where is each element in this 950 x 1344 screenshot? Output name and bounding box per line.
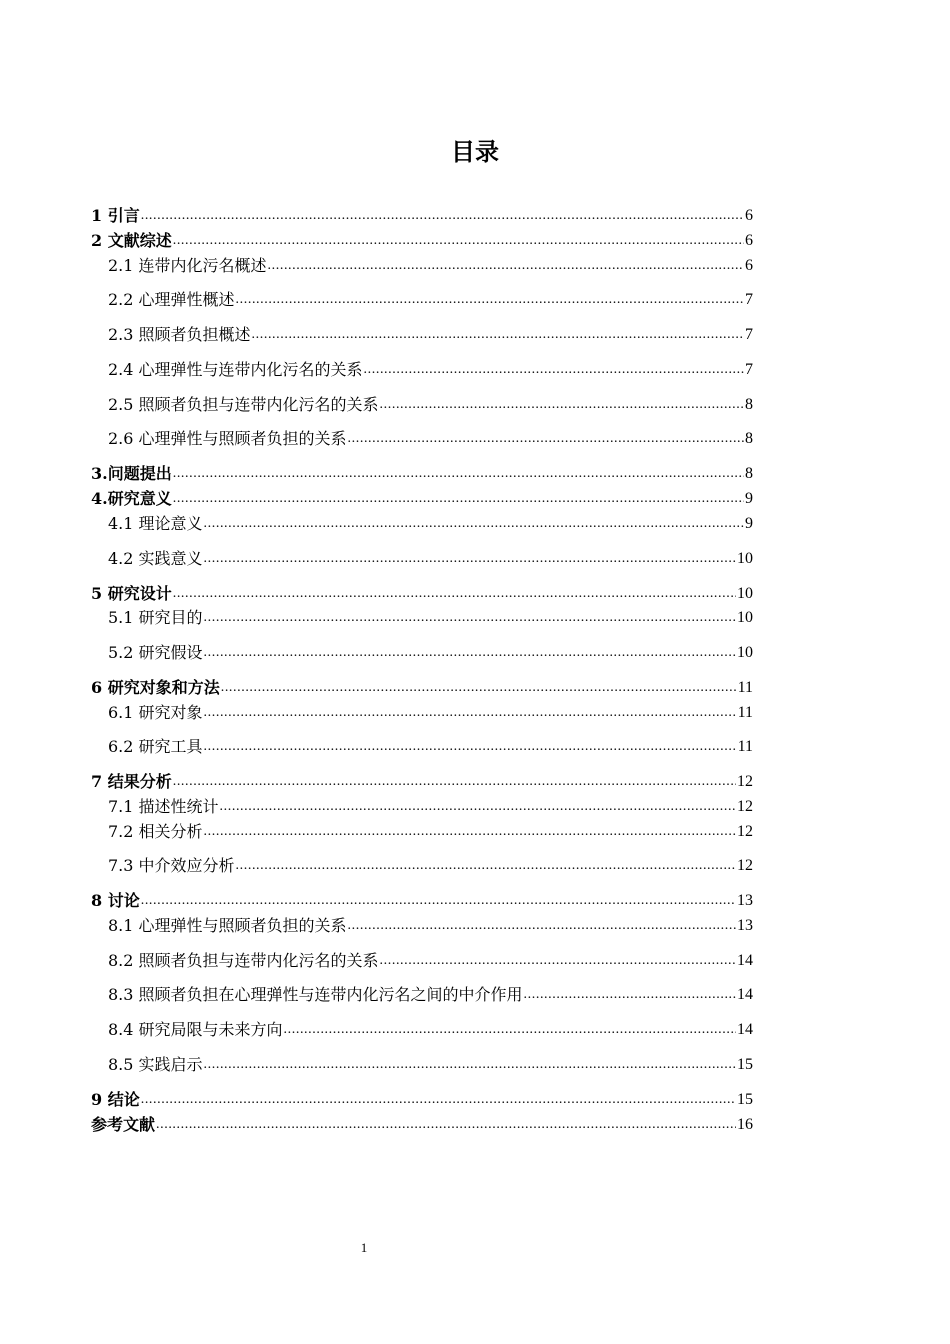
toc-dot-leader	[204, 737, 737, 757]
toc-entry-page: 10	[737, 644, 753, 661]
toc-dot-leader	[204, 608, 736, 628]
toc-entry-page: 9	[745, 515, 753, 532]
toc-entry-label: 8.4 研究局限与未来方向	[108, 1020, 283, 1039]
toc-entry-label: 6 研究对象和方法	[91, 678, 220, 697]
toc-subentry[interactable]	[108, 423, 753, 449]
toc-entry-label: 7.1 描述性统计	[108, 797, 219, 816]
toc-dot-leader	[268, 256, 744, 276]
toc-entry-page: 13	[737, 917, 753, 934]
toc-dot-leader	[204, 1055, 736, 1075]
toc-entry-page: 16	[737, 1116, 753, 1133]
toc-entry-page: 15	[737, 1091, 753, 1108]
toc-subentry[interactable]	[108, 697, 753, 723]
toc-subentry[interactable]	[108, 389, 753, 415]
toc-entry-page: 12	[737, 773, 753, 790]
toc-dot-leader	[173, 489, 744, 509]
toc-entry-page: 11	[737, 679, 753, 696]
toc-entry-label: 8 讨论	[91, 891, 140, 910]
toc-dot-leader	[204, 822, 736, 842]
toc-dot-leader	[141, 1090, 736, 1110]
toc-dot-leader	[236, 856, 736, 876]
toc-entry-page: 14	[737, 986, 753, 1003]
toc-subentry[interactable]	[108, 319, 753, 345]
page-number: 1	[360, 1240, 368, 1255]
toc-entry-label: 7 结果分析	[91, 772, 172, 791]
toc-subentry[interactable]	[108, 731, 753, 757]
toc-entry-page: 14	[737, 952, 753, 969]
toc-entry-page: 7	[745, 291, 753, 308]
toc-subentry[interactable]	[108, 602, 753, 628]
toc-entry-label: 5.2 研究假设	[108, 643, 203, 662]
toc-subentry[interactable]	[108, 637, 753, 663]
toc-subentry[interactable]	[108, 543, 753, 569]
toc-entry-label: 2.1 连带内化污名概述	[108, 256, 267, 275]
toc-dot-leader	[236, 290, 744, 310]
toc-entry-label: 7.2 相关分析	[108, 822, 203, 841]
toc-entry-label: 参考文献	[91, 1115, 156, 1134]
toc-dot-leader	[173, 231, 744, 251]
toc-entry-label: 2.4 心理弹性与连带内化污名的关系	[108, 360, 363, 379]
toc-entry-page: 8	[745, 396, 753, 413]
toc-entry-page: 7	[745, 326, 753, 343]
toc-subentry[interactable]	[108, 1049, 753, 1075]
toc-entry-label: 9 结论	[91, 1090, 140, 1109]
toc-entry-page: 12	[737, 823, 753, 840]
toc-entry-page: 10	[737, 609, 753, 626]
toc-entry-page: 12	[737, 798, 753, 815]
toc-dot-leader	[173, 584, 736, 604]
toc-entry-label: 4.1 理论意义	[108, 514, 203, 533]
toc-entry-page: 8	[745, 465, 753, 482]
toc-entry-label: 5 研究设计	[91, 584, 172, 603]
toc-dot-leader	[141, 206, 744, 226]
toc-subentry[interactable]	[108, 250, 753, 276]
toc-entry-label: 5.1 研究目的	[108, 608, 203, 627]
toc-subentry[interactable]	[108, 816, 753, 842]
toc-entry-page: 6	[745, 257, 753, 274]
toc-entry-label: 8.5 实践启示	[108, 1055, 203, 1074]
toc-entry-label: 2 文献综述	[91, 231, 172, 250]
toc-entry-label: 7.3 中介效应分析	[108, 856, 235, 875]
toc-subentry[interactable]	[108, 910, 753, 936]
toc-entry-label: 2.2 心理弹性概述	[108, 290, 235, 309]
toc-entry-page: 15	[737, 1056, 753, 1073]
toc-subentry[interactable]	[108, 508, 753, 534]
toc-entry-page: 13	[737, 892, 753, 909]
toc-dot-leader	[156, 1115, 736, 1135]
toc-entry-page: 8	[745, 430, 753, 447]
toc-entry-page: 10	[737, 585, 753, 602]
toc-dot-leader	[252, 325, 744, 345]
toc-entry-label: 4.研究意义	[91, 489, 172, 508]
toc-subentry[interactable]	[108, 354, 753, 380]
toc-entry[interactable]	[91, 225, 753, 251]
toc-dot-leader	[284, 1020, 736, 1040]
toc-entry-page: 9	[745, 490, 753, 507]
toc-entry[interactable]	[91, 458, 753, 484]
toc-entry-page: 14	[737, 1021, 753, 1038]
toc-entry-label: 8.3 照顾者负担在心理弹性与连带内化污名之间的中介作用	[108, 985, 523, 1004]
toc-entry-page: 6	[745, 207, 753, 224]
toc-entry[interactable]	[91, 885, 753, 911]
toc-entry-label: 6.1 研究对象	[108, 703, 203, 722]
toc-dot-leader	[348, 916, 736, 936]
toc-entry-label: 2.6 心理弹性与照顾者负担的关系	[108, 429, 347, 448]
toc-entry-label: 8.1 心理弹性与照顾者负担的关系	[108, 916, 347, 935]
toc-entry-label: 2.5 照顾者负担与连带内化污名的关系	[108, 395, 379, 414]
toc-entry[interactable]	[91, 766, 753, 792]
toc-entry-page: 11	[737, 738, 753, 755]
toc-subentry[interactable]	[108, 791, 753, 817]
toc-entry-page: 12	[737, 857, 753, 874]
toc-entry-label: 2.3 照顾者负担概述	[108, 325, 251, 344]
toc-entry-page: 7	[745, 361, 753, 378]
toc-entry-label: 6.2 研究工具	[108, 737, 203, 756]
toc-entry[interactable]	[91, 200, 753, 226]
toc-entry-label: 8.2 照顾者负担与连带内化污名的关系	[108, 951, 379, 970]
toc-entry[interactable]	[91, 1109, 753, 1135]
toc-dot-leader	[204, 703, 737, 723]
toc-subentry[interactable]	[108, 1014, 753, 1040]
toc-dot-leader	[204, 514, 744, 534]
toc-entry[interactable]	[91, 1084, 753, 1110]
toc-dot-leader	[173, 772, 736, 792]
toc-dot-leader	[141, 891, 736, 911]
toc-subentry[interactable]	[108, 945, 753, 971]
toc-dot-leader	[380, 951, 736, 971]
toc-title: 目录	[451, 138, 499, 166]
toc-dot-leader	[204, 549, 736, 569]
toc-dot-leader	[204, 643, 736, 663]
toc-dot-leader	[173, 464, 744, 484]
toc-entry-page: 6	[745, 232, 753, 249]
toc-entry[interactable]	[91, 578, 753, 604]
toc-entry-label: 4.2 实践意义	[108, 549, 203, 568]
toc-dot-leader	[364, 360, 744, 380]
toc-entry[interactable]	[91, 672, 753, 698]
toc-entry-label: 3.问题提出	[91, 464, 172, 483]
toc-entry-page: 11	[737, 704, 753, 721]
toc-dot-leader	[380, 395, 744, 415]
toc-entry-page: 10	[737, 550, 753, 567]
toc-entry-label: 1 引言	[91, 206, 140, 225]
toc-dot-leader	[524, 985, 736, 1005]
toc-dot-leader	[221, 678, 737, 698]
toc-entry[interactable]	[91, 483, 753, 509]
toc-subentry[interactable]	[108, 979, 753, 1005]
toc-dot-leader	[348, 429, 744, 449]
toc-dot-leader	[220, 797, 736, 817]
toc-subentry[interactable]	[108, 850, 753, 876]
toc-subentry[interactable]	[108, 284, 753, 310]
